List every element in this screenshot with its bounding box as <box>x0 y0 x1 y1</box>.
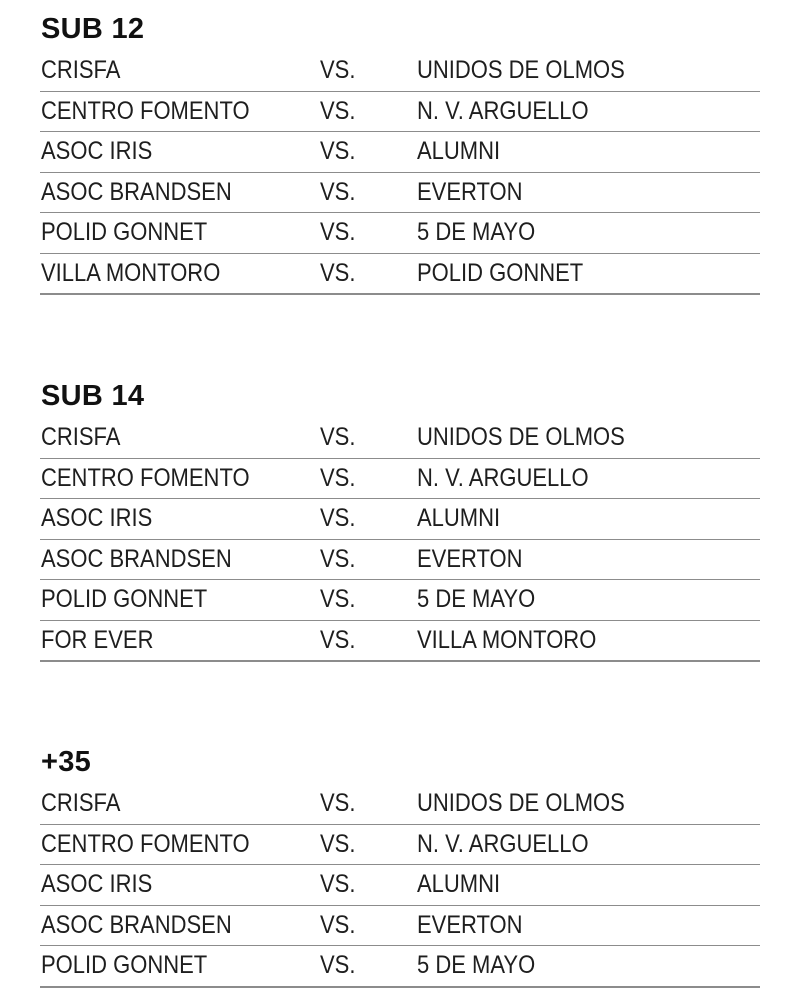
match-row <box>40 418 760 458</box>
away-team: VILLA MONTORO <box>417 625 597 654</box>
versus-label: VS. <box>320 423 356 451</box>
match-list <box>40 784 760 988</box>
home-team: CRISFA <box>41 789 121 817</box>
away-team: N. V. ARGUELLO <box>417 463 589 492</box>
home-team: CENTRO FOMENTO <box>41 463 250 492</box>
section-title: SUB 14 <box>41 380 145 412</box>
home-team: POLID GONNET <box>41 218 208 246</box>
home-team: FOR EVER <box>41 625 154 654</box>
away-team: EVERTON <box>417 177 523 206</box>
match-row <box>40 51 760 91</box>
match-row <box>40 539 760 580</box>
home-team: ASOC BRANDSEN <box>41 177 232 206</box>
home-team: CENTRO FOMENTO <box>41 96 250 125</box>
versus-label: VS. <box>320 829 356 858</box>
home-team: ASOC IRIS <box>41 137 153 165</box>
versus-label: VS. <box>320 56 356 84</box>
match-row <box>40 498 760 539</box>
match-row <box>40 91 760 132</box>
home-team: VILLA MONTORO <box>41 258 221 287</box>
home-team: ASOC IRIS <box>41 504 153 532</box>
section-plus35 <box>40 740 760 988</box>
versus-label: VS. <box>320 177 356 206</box>
match-row <box>40 579 760 620</box>
match-row <box>40 945 760 986</box>
away-team: POLID GONNET <box>417 258 584 287</box>
match-list <box>40 51 760 295</box>
away-team: 5 DE MAYO <box>417 951 536 979</box>
versus-label: VS. <box>320 544 356 573</box>
home-team: CRISFA <box>41 56 121 84</box>
versus-label: VS. <box>320 463 356 492</box>
versus-label: VS. <box>320 137 356 165</box>
match-row <box>40 824 760 865</box>
away-team: ALUMNI <box>417 137 501 165</box>
section-title: +35 <box>41 746 92 778</box>
match-list <box>40 418 760 662</box>
section-title: SUB 12 <box>41 13 145 45</box>
match-row <box>40 131 760 172</box>
home-team: CENTRO FOMENTO <box>41 829 250 858</box>
away-team: ALUMNI <box>417 504 501 532</box>
away-team: EVERTON <box>417 544 523 573</box>
away-team: 5 DE MAYO <box>417 218 536 246</box>
versus-label: VS. <box>320 789 356 817</box>
versus-label: VS. <box>320 910 356 939</box>
match-row <box>40 458 760 499</box>
away-team: UNIDOS DE OLMOS <box>417 789 625 817</box>
home-team: POLID GONNET <box>41 951 208 979</box>
match-row <box>40 864 760 905</box>
away-team: ALUMNI <box>417 870 501 898</box>
home-team: CRISFA <box>41 423 121 451</box>
section-sub12 <box>40 7 760 295</box>
home-team: ASOC BRANDSEN <box>41 910 232 939</box>
versus-label: VS. <box>320 870 356 898</box>
match-row <box>40 784 760 824</box>
match-row <box>40 905 760 946</box>
versus-label: VS. <box>320 625 356 654</box>
away-team: N. V. ARGUELLO <box>417 96 589 125</box>
versus-label: VS. <box>320 218 356 246</box>
away-team: EVERTON <box>417 910 523 939</box>
versus-label: VS. <box>320 585 356 613</box>
away-team: UNIDOS DE OLMOS <box>417 56 625 84</box>
home-team: ASOC IRIS <box>41 870 153 898</box>
versus-label: VS. <box>320 504 356 532</box>
home-team: POLID GONNET <box>41 585 208 613</box>
match-row <box>40 212 760 253</box>
versus-label: VS. <box>320 96 356 125</box>
away-team: 5 DE MAYO <box>417 585 536 613</box>
versus-label: VS. <box>320 951 356 979</box>
versus-label: VS. <box>320 258 356 287</box>
match-row <box>40 620 760 661</box>
home-team: ASOC BRANDSEN <box>41 544 232 573</box>
match-row <box>40 172 760 213</box>
section-sub14 <box>40 374 760 662</box>
away-team: UNIDOS DE OLMOS <box>417 423 625 451</box>
match-row <box>40 253 760 294</box>
away-team: N. V. ARGUELLO <box>417 829 589 858</box>
